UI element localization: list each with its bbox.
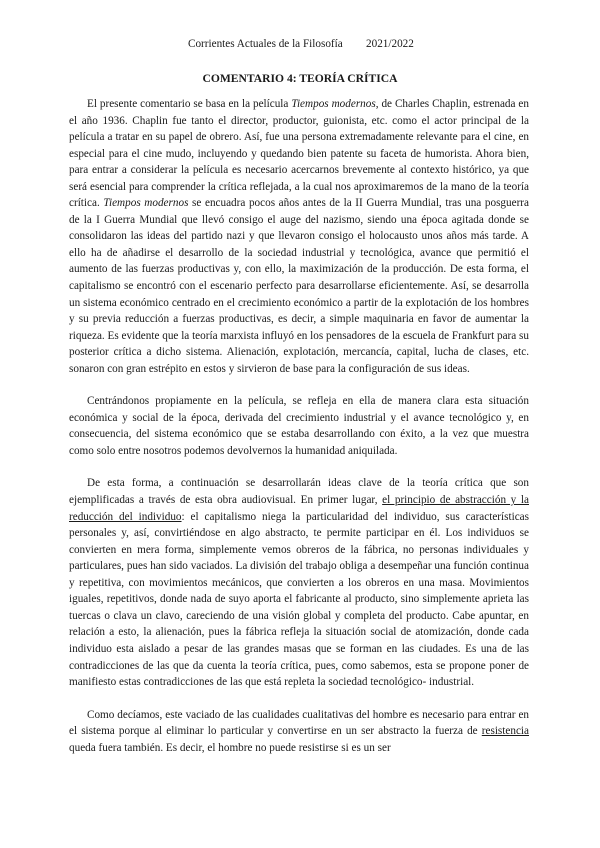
film-title: Tiempos modernos [291, 98, 376, 110]
academic-year: 2021/2022 [366, 38, 414, 50]
paragraph-3: De esta forma, a continuación se desarrollarán ideas clave de la teoría crítica que son ejemplificadas a través de esta obra audiovisual. En primer lugar, el principio de abstracción y la reducción del individuo: el capitalismo niega la particularidad del individuo, sus características personales y, así, convirtiéndose en algo abstracto, te permite participar en él. Los individuos se convierten en mera forma, simplemente vemos obreros de la fábrica, no personas individuales y particulares, pues han sido vaciados. La división del trabajo obliga a desempeñar una función continua y repetitiva, con movimientos mecánicos, que convierten a los obreros en una masa. Movimientos iguales, repetitivos, donde nada de suyo aporta el fabricante al producto, sino simplemente aprieta las tuercas o clava un clavo, careciendo de una visión global y completa del producto. Cabe apuntar, en relación a esto, la alienación, pues la fábrica refleja la situación social de atomización, donde cada individuo esta aislado a pesar de las grandes masas que se forman en las ciudades. Es una de las contradicciones de las que da cuenta la teoría crítica, pues, como sabemos, esta se propone poner de manifiesto estas contradicciones de las que está repleta la sociedad tecnológico- industrial. [69, 477, 529, 689]
course-name: Corrientes Actuales de la Filosofía [188, 38, 343, 50]
document-body [69, 96, 529, 756]
paragraph-1: El presente comentario se basa en la película Tiempos modernos, de Charles Chaplin, estrenada en el año 1936. Chaplin fue tanto el director, productor, guionista, etc. como el actor principal de la película a tratar en su papel de obrero. Así, fue una persona extremadamente relevante para el cine, en especial para el cine mudo, incluyendo y quedando bien patente su faceta de humorista. Ahora bien, para entrar a considerar la película es necesario acercarnos brevemente al contexto histórico, ya que será esencial para comprender la crítica reflejada, a la cual nos aproximaremos de la mano de la teoría crítica. Tiempos modernos se encuadra pocos años antes de la II Guerra Mundial, tras una posguerra de la I Guerra Mundial que llevó consigo el auge del nazismo, siendo una época agitada donde se consolidaron las ideas del partido nazi y que llevaron consigo el holocausto unos años más tarde. A ello ha de añadirse el desarrollo de la sociedad industrial y tecnológica, avance que permitió el aumento de las fuerzas productivas y, con ello, la maximización de la producción. De esta forma, el capitalismo se encontró con el escenario perfecto para desarrollarse eficientemente. Así, se desarrolla un sistema económico centrado en el crecimiento económico a partir de la explotación de los hombres y su previa reducción a fuerzas productivas, es decir, a simple maquinaria en favor de aumentar la riqueza. Es evidente que la teoría marxista influyó en los pensadores de la escuela de Frankfurt para su posterior crítica a dicho sistema. Alienación, explotación, mercancía, capital, lucha de clases, etc. sonaron con gran estrépito en estos y sirvieron de base para la configuración de sus ideas. [69, 98, 529, 375]
film-title: Tiempos modernos [103, 197, 189, 210]
paragraph-2: Centrándonos propiamente en la película, se refleja en ella de manera clara esta situación económica y social de la época, derivada del crecimiento industrial y el avance tecnológico y, en consecuencia, del sistema económico que se estaba desarrollando con éxito, a la vez que muestra como solo entre nosotros podemos devolvernos la humanidad aniquilada. [69, 395, 529, 457]
underlined-term: resistencia [481, 725, 529, 738]
document-title: COMENTARIO 4: TEORÍA CRÍTICA [202, 72, 398, 85]
underlined-term: el principio de abstracción y la reducción del individuo [69, 494, 529, 523]
paragraph-4: Como decíamos, este vaciado de las cualidades cualitativas del hombre es necesario para entrar en el sistema porque al eliminar lo particular y convertirse en un ser abstracto la fuerza de resistencia queda fuera también. Es decir, el hombre no puede resistirse si es un ser [69, 708, 529, 754]
